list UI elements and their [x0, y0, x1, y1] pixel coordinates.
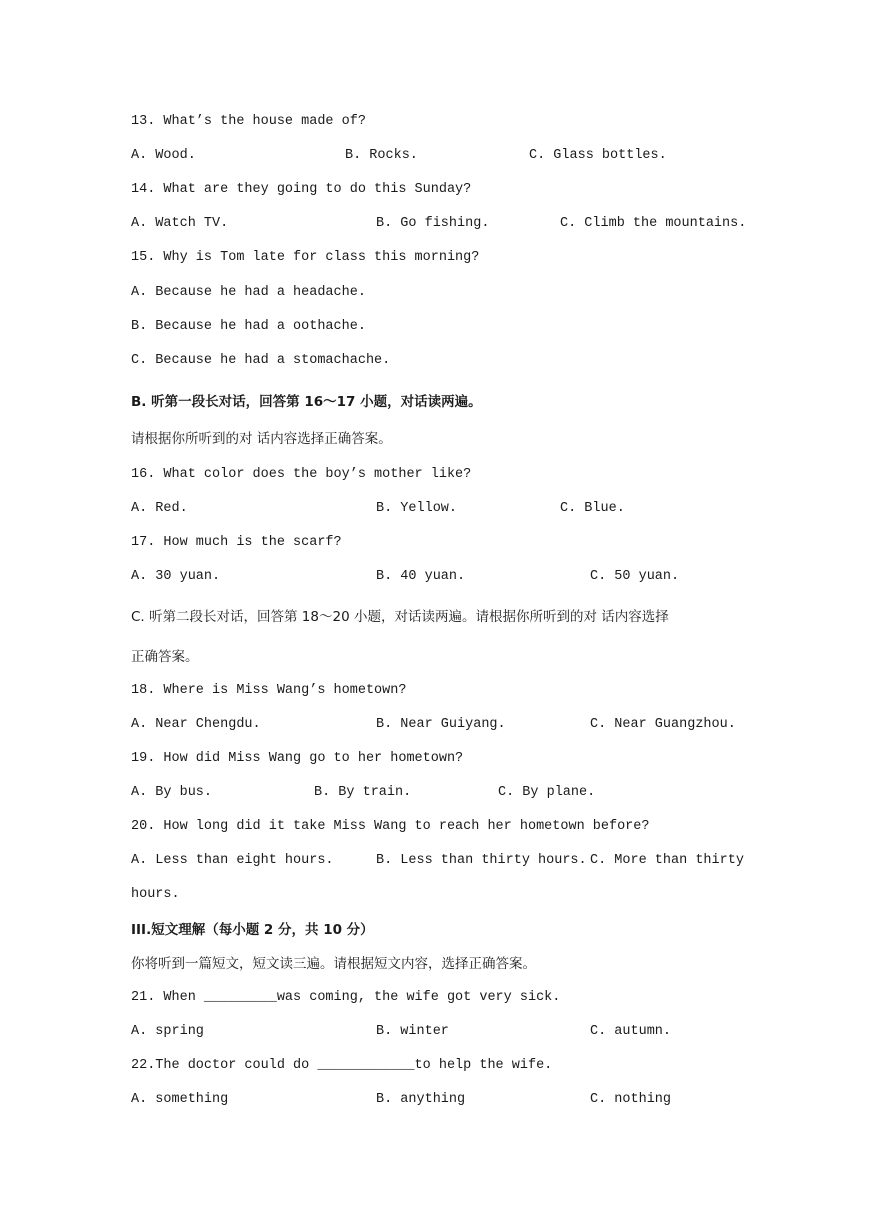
q20-option-a: A. Less than eight hours. [131, 853, 334, 868]
q15-option-a: A. Because he had a headache. [131, 285, 366, 300]
q19-option-a: A. By bus. [131, 785, 213, 800]
question-18: 18. Where is Miss Wang’s hometown? [131, 683, 407, 698]
section-b-instruction: 请根据你所听到的对 话内容选择正确答案。 [131, 431, 392, 447]
q18-option-a: A. Near Chengdu. [131, 717, 261, 732]
q17-option-c: C. 50 yuan. [590, 569, 680, 584]
q17-option-b: B. 40 yuan. [376, 569, 466, 584]
q15-option-b: B. Because he had a oothache. [131, 319, 366, 334]
question-14: 14. What are they going to do this Sunday? [131, 182, 472, 197]
q22-option-b: B. anything [376, 1092, 466, 1107]
q19-option-b: B. By train. [314, 785, 412, 800]
q18-option-c: C. Near Guangzhou. [590, 717, 736, 732]
q15-option-c: C. Because he had a stomachache. [131, 353, 391, 368]
q16-option-a: A. Red. [131, 501, 188, 516]
q21-option-c: C. autumn. [590, 1024, 672, 1039]
q14-option-c: C. Climb the mountains. [560, 216, 747, 231]
section-c-instruction-line-1: C. 听第二段长对话，回答第 18～20 小题，对话读两遍。请根据你所听到的对 话内容选择 [131, 609, 669, 625]
q21-option-a: A. spring [131, 1024, 204, 1039]
q13-option-b: B. Rocks. [345, 148, 418, 163]
question-17: 17. How much is the scarf? [131, 535, 342, 550]
question-19: 19. How did Miss Wang go to her hometown? [131, 751, 464, 766]
question-22: 22.The doctor could do ____________to help the wife. [131, 1058, 553, 1073]
section-iii-instruction: 你将听到一篇短文，短文读三遍。请根据短文内容，选择正确答案。 [131, 956, 536, 972]
q16-option-b: B. Yellow. [376, 501, 458, 516]
q22-option-a: A. something [131, 1092, 229, 1107]
q18-option-b: B. Near Guiyang. [376, 717, 506, 732]
section-b-heading: B. 听第一段长对话，回答第 16～17 小题，对话读两遍。 [131, 394, 482, 410]
q22-option-c: C. nothing [590, 1092, 672, 1107]
section-iii-heading: III.短文理解（每小题 2 分，共 10 分） [131, 922, 374, 938]
q20-option-c-continued: hours. [131, 887, 180, 902]
question-21: 21. When _________was coming, the wife got very sick. [131, 990, 561, 1005]
question-13: 13. What’s the house made of? [131, 114, 366, 129]
section-c-instruction-line-2: 正确答案。 [131, 649, 199, 665]
q21-option-b: B. winter [376, 1024, 449, 1039]
q19-option-c: C. By plane. [498, 785, 596, 800]
q13-option-c: C. Glass bottles. [529, 148, 667, 163]
question-20: 20. How long did it take Miss Wang to reach her hometown before? [131, 819, 650, 834]
q13-option-a: A. Wood. [131, 148, 196, 163]
question-15: 15. Why is Tom late for class this morning? [131, 250, 480, 265]
q14-option-a: A. Watch TV. [131, 216, 229, 231]
q20-option-b: B. Less than thirty hours. [376, 853, 587, 868]
q20-option-c: C. More than thirty [590, 853, 744, 868]
q17-option-a: A. 30 yuan. [131, 569, 221, 584]
question-16: 16. What color does the boy’s mother like? [131, 467, 472, 482]
q14-option-b: B. Go fishing. [376, 216, 490, 231]
q16-option-c: C. Blue. [560, 501, 625, 516]
